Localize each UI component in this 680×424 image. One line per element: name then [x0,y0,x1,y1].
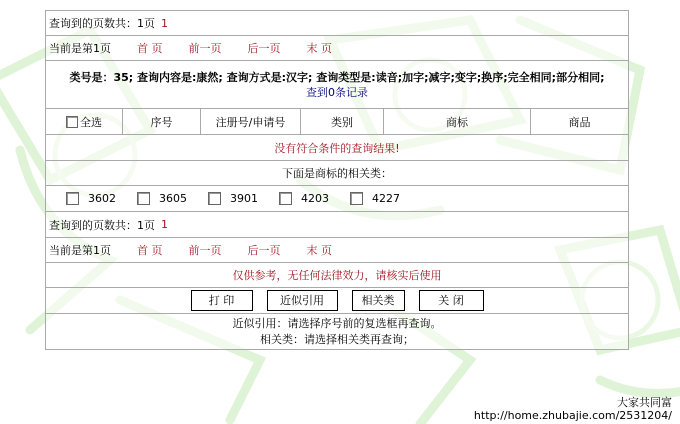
note-similar: 近似引用：请选择序号前的复选框再查询。 [232,316,442,330]
page-count-pages: 1页 [137,17,155,30]
related-class-checkbox[interactable] [208,192,221,205]
header-reg-no: 注册号/申请号 [201,109,301,134]
related-classes-button[interactable]: 相关类 [352,290,405,311]
related-class-checkbox[interactable] [350,192,363,205]
result-panel [45,10,629,350]
page-count-number: 1 [161,16,168,30]
pager-top [45,36,629,61]
header-seq: 序号 [123,109,201,134]
related-class-code: 3901 [230,192,258,205]
header-goods: 商品 [568,115,591,129]
last-page-link[interactable]: 末 页 [306,42,332,55]
related-classes-list [45,186,629,212]
header-category: 类别 [301,109,384,134]
select-all-label: 全选 [80,115,102,129]
related-class-checkbox[interactable] [137,192,150,205]
pager-bottom [45,238,629,263]
select-all-checkbox[interactable] [66,116,78,128]
watermark-line2: http://home.zhubajie.com/2531204/ [473,409,672,422]
prev-page-link[interactable]: 前一页 [188,42,222,55]
print-button[interactable]: 打 印 [191,290,253,311]
similar-citation-button[interactable]: 近似引用 [267,290,338,311]
next-page-link[interactable]: 后一页 [247,244,281,257]
query-info [45,61,629,109]
current-page-text: 当前是第1页 [49,42,111,55]
usage-notes [45,314,629,350]
page-count-bottom [45,212,629,238]
watermark-line1: 大家共同富 [617,396,672,409]
related-class-item[interactable] [279,192,329,205]
page-count-top [45,10,629,36]
header-select-all[interactable] [46,109,123,134]
page-count-pages: 1页 [137,218,155,232]
note-related: 相关类：请选择相关类再查询； [260,332,414,346]
table-header [45,109,629,135]
no-result-message: 没有符合条件的查询结果! [45,135,629,161]
close-button[interactable]: 关 闭 [419,290,484,311]
related-class-code: 4227 [372,192,400,205]
page-count-label: 查询到的页数共： [49,218,137,232]
current-page-text: 当前是第1页 [49,244,111,257]
related-class-item[interactable] [350,192,400,205]
first-page-link[interactable]: 首 页 [137,42,163,55]
related-class-checkbox[interactable] [279,192,292,205]
header-trademark: 商标 [384,109,531,134]
disclaimer-text: 仅供参考，无任何法律效力，请核实后使用 [45,263,629,288]
page-count-label: 查询到的页数共： [49,17,137,30]
last-page-link[interactable]: 末 页 [306,244,332,257]
related-class-checkbox[interactable] [66,192,79,205]
action-buttons [45,288,629,314]
related-class-item[interactable] [66,192,116,205]
record-count-text: 查到0条记录 [306,85,368,99]
next-page-link[interactable]: 后一页 [247,42,281,55]
query-criteria-text: 类号是：35; 查询内容是:康然; 查询方式是:汉字; 查询类型是:读音;加字;减字;变字;换序;完全相同;部分相同; [69,70,605,84]
related-classes-title: 下面是商标的相关类： [45,161,629,186]
prev-page-link[interactable]: 前一页 [188,244,222,257]
related-class-code: 4203 [301,192,329,205]
related-class-code: 3605 [159,192,187,205]
page-count-number: 1 [161,218,168,231]
related-class-item[interactable] [208,192,258,205]
related-class-code: 3602 [88,192,116,205]
first-page-link[interactable]: 首 页 [137,244,163,257]
related-class-item[interactable] [137,192,187,205]
